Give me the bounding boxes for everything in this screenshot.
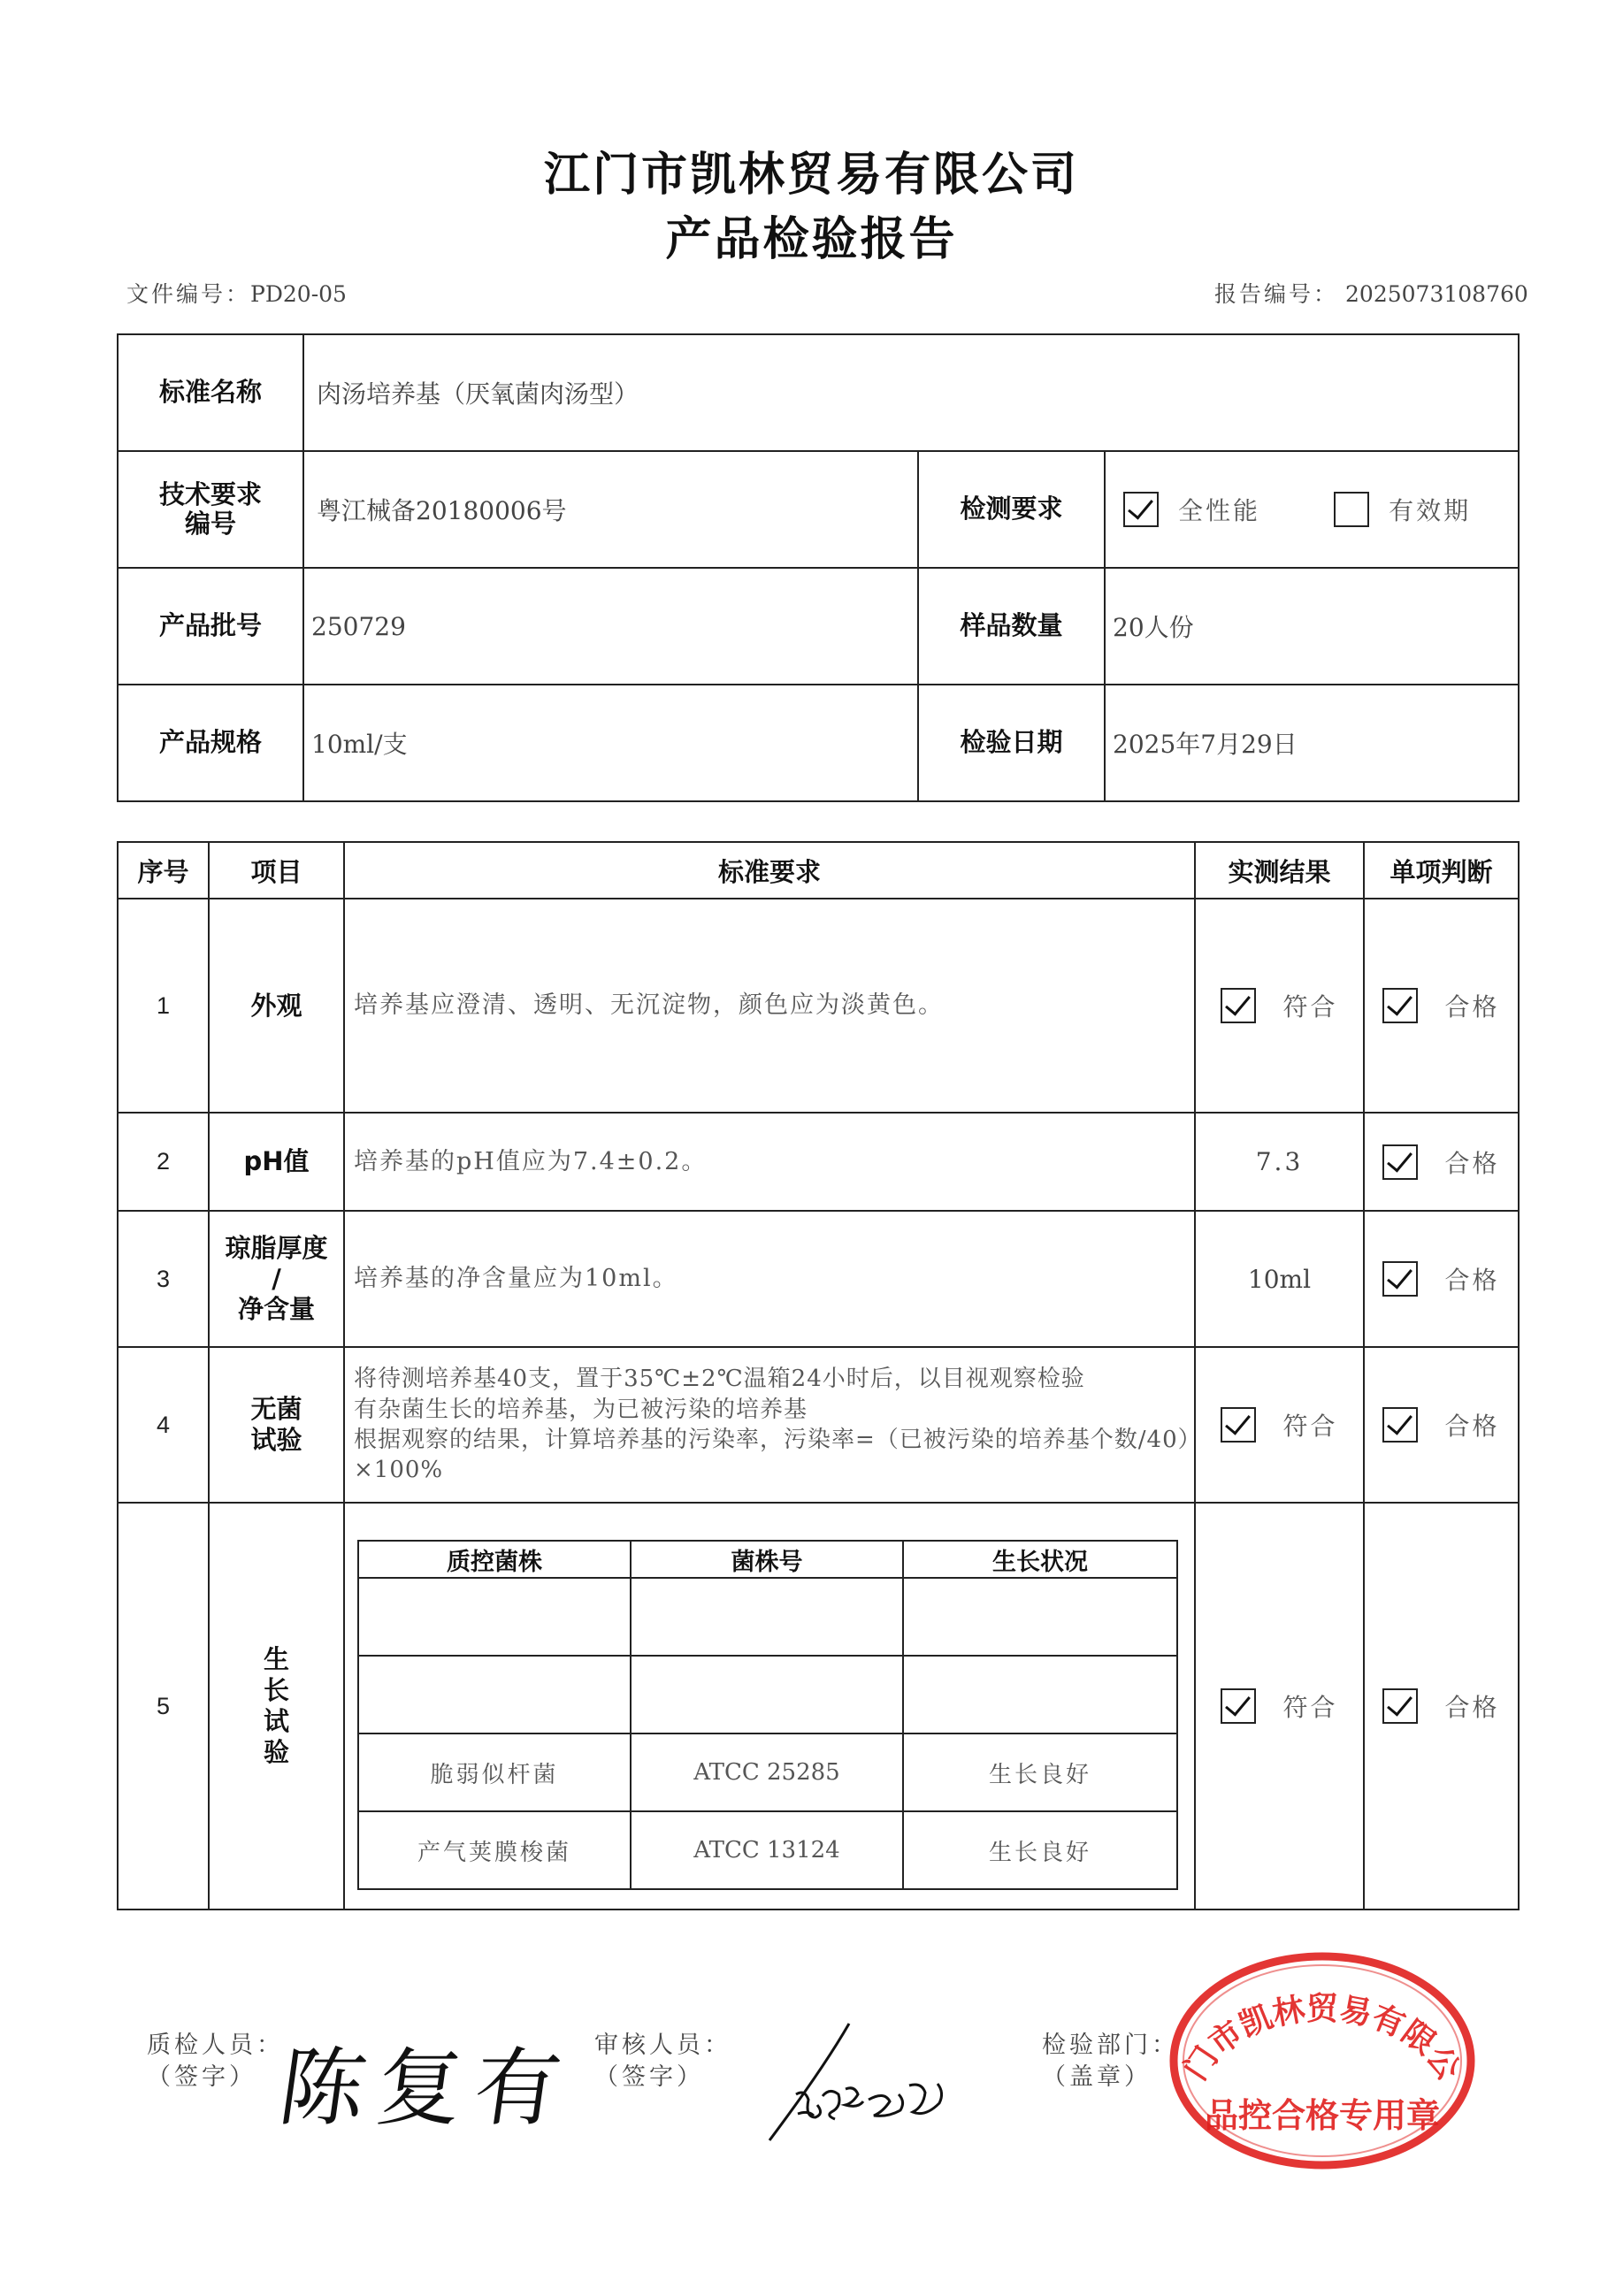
growth-cell: ATCC 25285 [631,1733,903,1811]
row-judgement [1364,1503,1519,1910]
tech-req-label-line1: 技术要求 [158,478,262,509]
table-row [358,1733,1177,1811]
growth-cell: 生长良好 [903,1811,1177,1889]
growth-table [357,1540,1178,1890]
test-date-value: 2025年7月29日 [1105,685,1519,801]
test-req-options [1105,451,1519,568]
spec-value: 10ml/支 [303,685,918,801]
report-title: 产品检验报告 [665,213,958,266]
row-judgement [1364,1113,1519,1211]
sample-qty-value: 20人份 [1105,568,1519,685]
inspector-label-block [147,2030,284,2094]
judgement-label: 合格 [1444,1148,1500,1178]
company-title: 江门市凯林贸易有限公司 [543,149,1079,202]
judgement-label: 合格 [1444,1693,1500,1722]
stamp-oval-icon [1167,1950,1477,2171]
batch-value: 250729 [303,568,918,685]
result-checkbox[interactable] [1221,1688,1256,1724]
inspector-signature: 陈复有 [273,2039,579,2138]
growth-cell [631,1656,903,1733]
reviewer-label: 审核人员： [594,2032,731,2059]
row-requirement [344,1347,1195,1503]
item-line: 验 [263,1736,289,1767]
row-judgement [1364,1347,1519,1503]
stamp-bottom-text: 品控合格专用章 [1204,2096,1441,2135]
row-number: 4 [118,1347,209,1503]
growth-cell: 生长良好 [903,1733,1177,1811]
item-line: / [272,1263,281,1294]
row-result: 7.3 [1195,1113,1364,1211]
item-line: 试验 [250,1425,302,1455]
growth-header-strain: 质控菌株 [358,1541,631,1578]
judgement-label: 合格 [1444,1412,1500,1441]
growth-cell [358,1656,631,1733]
test-date-label: 检验日期 [918,685,1105,801]
row-requirement: 培养基应澄清、透明、无沉淀物，颜色应为淡黄色。 [344,899,1195,1113]
requirement-line: 将待测培养基40支，置于35℃±2℃温箱24小时后，以目视观察检验 [354,1366,1085,1393]
row-item: pH值 [209,1113,344,1211]
dept-label: 检验部门： [1042,2032,1179,2059]
result-label: 符合 [1282,1693,1338,1722]
row-number: 2 [118,1113,209,1211]
growth-header-strain-no: 菌株号 [631,1541,903,1578]
judgement-checkbox[interactable] [1382,988,1418,1023]
row-item [209,1347,344,1503]
report-number [1214,277,1528,309]
tech-req-value: 粤江械备20180006号 [303,451,918,568]
judgement-checkbox[interactable] [1382,1688,1418,1724]
table-row [358,1811,1177,1889]
item-line: 长 [263,1675,289,1706]
header-item: 项目 [209,842,344,899]
test-req-label: 检测要求 [918,451,1105,568]
tech-req-label [118,451,303,568]
standard-name-label: 标准名称 [118,334,303,451]
row-result: 10ml [1195,1211,1364,1347]
item-line: 无菌 [250,1394,302,1425]
growth-cell [358,1578,631,1656]
header-no: 序号 [118,842,209,899]
validity-checkbox[interactable] [1334,492,1369,527]
table-row [118,1347,1519,1503]
row-item: 外观 [209,899,344,1113]
header-requirement: 标准要求 [344,842,1195,899]
header-judgement: 单项判断 [1364,842,1519,899]
requirement-line: 根据观察的结果，计算培养基的污染率，污染率=（已被污染的培养基个数/40）×100% [354,1427,1190,1484]
result-checkbox[interactable] [1221,988,1256,1023]
table-row [118,1211,1519,1347]
result-label: 符合 [1282,992,1338,1022]
row-judgement [1364,1211,1519,1347]
row-requirement: 培养基的净含量应为10ml。 [344,1211,1195,1347]
sample-qty-label: 样品数量 [918,568,1105,685]
validity-label: 有效期 [1389,496,1472,525]
report-number-label: 报告编号： [1214,281,1339,307]
growth-cell: 产气荚膜梭菌 [358,1811,631,1889]
batch-label: 产品批号 [118,568,303,685]
header-result: 实测结果 [1195,842,1364,899]
judgement-checkbox[interactable] [1382,1144,1418,1180]
file-number [126,277,347,309]
table-row [118,1113,1519,1211]
dept-sub: （盖章） [1042,2063,1152,2092]
growth-cell: ATCC 13124 [631,1811,903,1889]
row-number: 1 [118,899,209,1113]
inspector-label: 质检人员： [147,2032,284,2059]
file-number-value: PD20-05 [250,281,347,307]
item-line: 生 [263,1644,289,1675]
row-number: 5 [118,1503,209,1910]
row-item [209,1503,344,1910]
judgement-checkbox[interactable] [1382,1407,1418,1443]
growth-cell [903,1578,1177,1656]
result-checkbox[interactable] [1221,1407,1256,1443]
row-item [209,1211,344,1347]
standard-name-value: 肉汤培养基（厌氧菌肉汤型） [303,334,1519,451]
reviewer-signature [761,2017,973,2149]
report-number-value: 2025073108760 [1345,281,1528,307]
full-performance-checkbox[interactable] [1123,492,1159,527]
tech-req-label-line2: 编号 [184,509,236,539]
company-stamp [1167,1950,1477,2171]
judgement-label: 合格 [1444,992,1500,1022]
row-result [1195,899,1364,1113]
dept-label-block [1042,2030,1179,2094]
table-row [118,899,1519,1113]
growth-cell [631,1578,903,1656]
file-number-label: 文件编号： [126,281,251,307]
result-label: 符合 [1282,1412,1338,1441]
reviewer-sub: （签字） [594,2063,704,2092]
inspector-sub: （签字） [147,2063,256,2092]
svg-text:江门市凯林贸易有限公司 [1167,1950,1466,2086]
row-judgement [1364,899,1519,1113]
growth-cell [903,1656,1177,1733]
info-table [117,333,1520,802]
row-requirement: 培养基的pH值应为7.4±0.2。 [344,1113,1195,1211]
spec-label: 产品规格 [118,685,303,801]
judgement-checkbox[interactable] [1382,1261,1418,1297]
stamp-top-text: 门市凯林贸易有限公 [1177,1990,1467,2087]
row-result [1195,1347,1364,1503]
row-result [1195,1503,1364,1910]
item-line: 琼脂厚度 [225,1232,328,1263]
item-line: 试 [263,1706,289,1736]
row-number: 3 [118,1211,209,1347]
reviewer-label-block [594,2030,731,2094]
growth-header-status: 生长状况 [903,1541,1177,1578]
table-row [358,1656,1177,1733]
table-row [358,1578,1177,1656]
full-performance-label: 全性能 [1178,496,1261,525]
judgement-label: 合格 [1444,1266,1500,1295]
requirement-line: 有杂菌生长的培养基，为已被污染的培养基 [354,1396,808,1423]
item-line: 净含量 [237,1294,315,1325]
growth-cell: 脆弱似杆菌 [358,1733,631,1811]
